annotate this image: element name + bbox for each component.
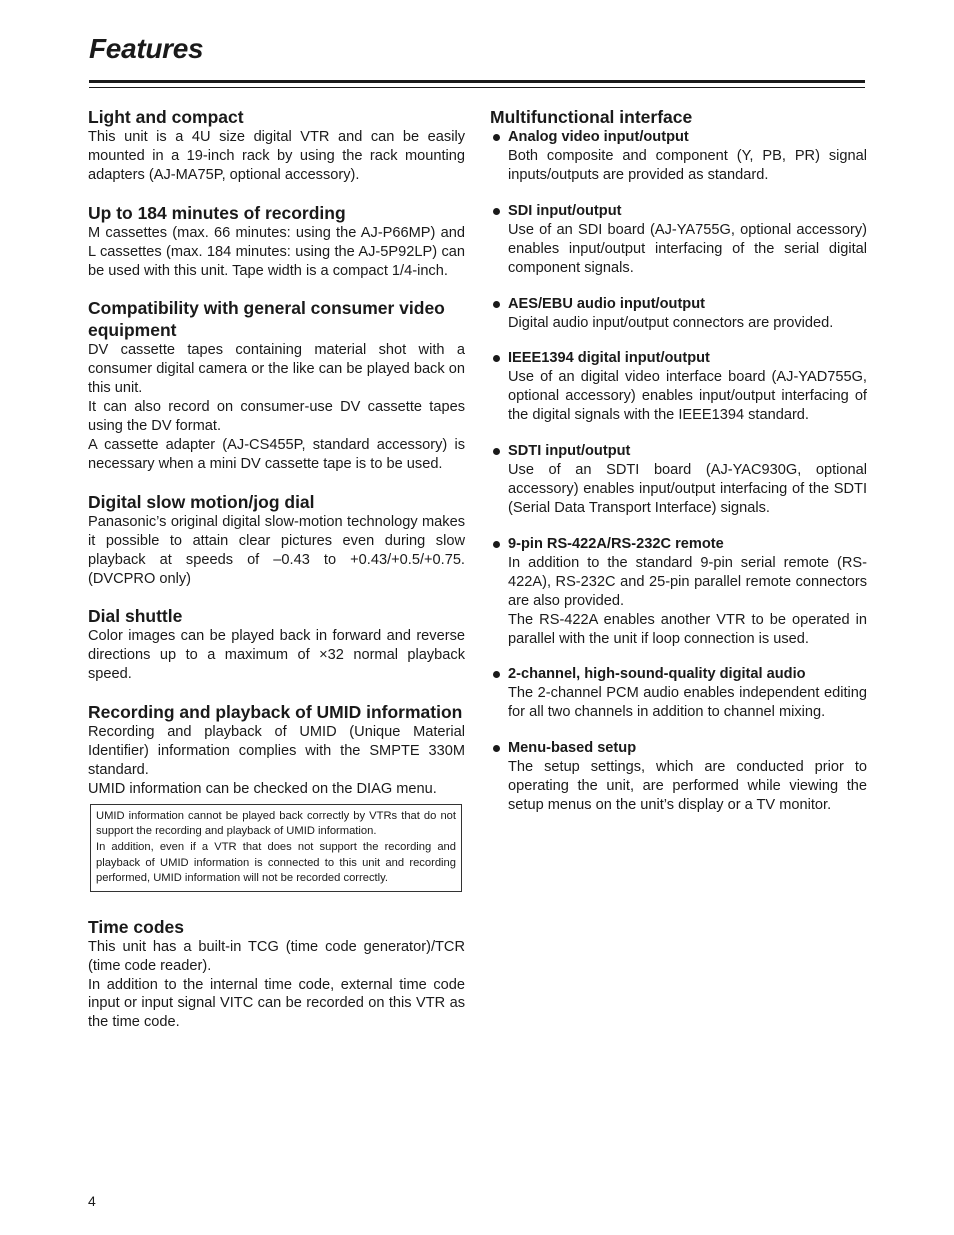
bullet-text: Both composite and component (Y, PB, PR) signal inputs/outputs are provided as standard. (508, 148, 867, 183)
bullet-text: The setup settings, which are conducted prior to operating the unit, are performed while viewing the setup menus on the unit’s display or a TV monitor. (508, 759, 867, 814)
bullet-dot-icon (493, 134, 500, 141)
paragraph: This unit is a 4U size digital VTR and can be easily mounted in a 19-inch rack by using the rack mounting adapters (AJ-MA75P, optional accessory). (88, 129, 465, 183)
section-umid (88, 701, 465, 892)
interface-item (490, 442, 867, 518)
note-text: UMID information cannot be played back correctly by VTRs that do not support the recording and playback of UMID information. (96, 809, 456, 838)
bullet-dot-icon (493, 541, 500, 548)
bullet-dot-icon (493, 671, 500, 678)
umid-note-box (90, 804, 462, 892)
bullet-text: Use of an SDTI board (AJ-YAC930G, optional accessory) enables input/output interfacing of the SDTI (Serial Data Transport Interface) signals. (508, 462, 867, 516)
title-rule-thin (89, 87, 865, 88)
interface-item (490, 739, 867, 815)
bullet-title: Menu-based setup (508, 740, 637, 757)
bullet-title: IEEE1394 digital input/output (508, 350, 710, 367)
interface-item (490, 665, 867, 722)
paragraph: This unit has a built-in TCG (time code generator)/TCR (time code reader). (88, 938, 465, 974)
bullet-dot-icon (493, 448, 500, 455)
paragraph: A cassette adapter (AJ-CS455P, standard accessory) is necessary when a mini DV cassette tape is to be used. (88, 436, 465, 472)
page-title: Features (89, 33, 204, 64)
left-column (88, 106, 465, 1049)
bullet-title: Analog video input/output (508, 129, 689, 145)
interface-item (490, 128, 867, 185)
interface-item (490, 349, 867, 425)
bullet-text: The RS-422A enables another VTR to be operated in parallel with the unit if loop connection is used. (508, 611, 867, 647)
bullet-title: 9-pin RS-422A/RS-232C remote (508, 535, 724, 552)
interface-item (490, 202, 867, 278)
bullet-text: In addition to the standard 9-pin serial remote (RS-422A), RS-232C and 25-pin parallel remote connectors are also provided. (508, 554, 867, 609)
section-heading: Light and compact (88, 107, 244, 127)
paragraph: DV cassette tapes containing material shot with a consumer digital camera or the like can be played back on this unit. (88, 342, 465, 397)
section-heading: Time codes (88, 916, 184, 937)
bullet-title: 2-channel, high-sound-quality digital audio (508, 666, 806, 683)
bullet-text: Use of an digital video interface board (AJ-YAD755G, optional accessory) enables input/output interfacing of the digital signals with the IEEE1394 standard. (508, 369, 867, 424)
paragraph: Panasonic’s original digital slow-motion technology makes it possible to attain clear pictures even during slow playback at speeds of –0.43 to +0.43/+0.5/+0.75. (DVCPRO only) (88, 513, 465, 587)
bullet-heading (490, 739, 867, 758)
section-heading: Multifunctional interface (490, 107, 693, 127)
interface-list (490, 128, 867, 815)
section-heading: Dial shuttle (88, 606, 183, 627)
bullet-text: Use of an SDI board (AJ-YA755G, optional accessory) enables input/output interfacing of the serial digital component signals. (508, 221, 867, 276)
title-rule (89, 80, 865, 83)
bullet-heading (490, 535, 867, 554)
bullet-heading (490, 202, 867, 221)
section-slow-motion (88, 491, 465, 589)
bullet-dot-icon (493, 301, 500, 308)
paragraph: UMID information can be checked on the DIAG menu. (88, 780, 437, 797)
bullet-heading (490, 295, 867, 314)
paragraph: Recording and playback of UMID (Unique Material Identifier) information complies with the SMPTE 330M standard. (88, 724, 465, 778)
right-column (490, 106, 867, 832)
bullet-heading (490, 128, 867, 147)
paragraph: Color images can be played back in forward and reverse directions up to a maximum of ×32 normal playback speed. (88, 628, 465, 683)
section-recording-time (88, 202, 465, 281)
paragraph: In addition to the internal time code, external time code input or input signal VITC can be recorded on this VTR as the time code. (88, 976, 465, 1031)
section-light-compact (88, 106, 465, 185)
section-heading: Up to 184 minutes of recording (88, 202, 346, 223)
section-heading: Digital slow motion/jog dial (88, 491, 315, 512)
section-heading: Recording and playback of UMID information (88, 702, 463, 723)
paragraph: It can also record on consumer-use DV cassette tapes using the DV format. (88, 399, 465, 435)
paragraph: M cassettes (max. 66 minutes: using the AJ-P66MP) and L cassettes (max. 184 minutes: using the AJ-5P92LP) can be used with this unit. Tape width is a compact 1/4-inch. (88, 224, 465, 279)
section-compatibility (88, 297, 465, 473)
section-time-codes (88, 916, 465, 1033)
bullet-heading (490, 349, 867, 368)
note-text: In addition, even if a VTR that does not support the recording and playback of UMID information is connected to this unit and recording performed, UMID information will not be recorded correctly. (96, 840, 456, 885)
page-number: 4 (88, 1193, 96, 1209)
bullet-dot-icon (493, 208, 500, 215)
bullet-heading (490, 665, 867, 684)
bullet-dot-icon (493, 355, 500, 362)
interface-item (490, 535, 867, 649)
bullet-text: The 2-channel PCM audio enables independent editing for all two channels in addition to channel mixing. (508, 685, 867, 721)
bullet-title: SDTI input/output (508, 443, 631, 460)
bullet-text: Digital audio input/output connectors are provided. (508, 314, 834, 331)
bullet-dot-icon (493, 745, 500, 752)
section-heading: Compatibility with general consumer video equipment (88, 298, 445, 341)
interface-item (490, 295, 867, 333)
bullet-heading (490, 442, 867, 461)
bullet-title: AES/EBU audio input/output (508, 295, 705, 312)
section-dial-shuttle (88, 605, 465, 684)
bullet-title: SDI input/output (508, 202, 622, 219)
